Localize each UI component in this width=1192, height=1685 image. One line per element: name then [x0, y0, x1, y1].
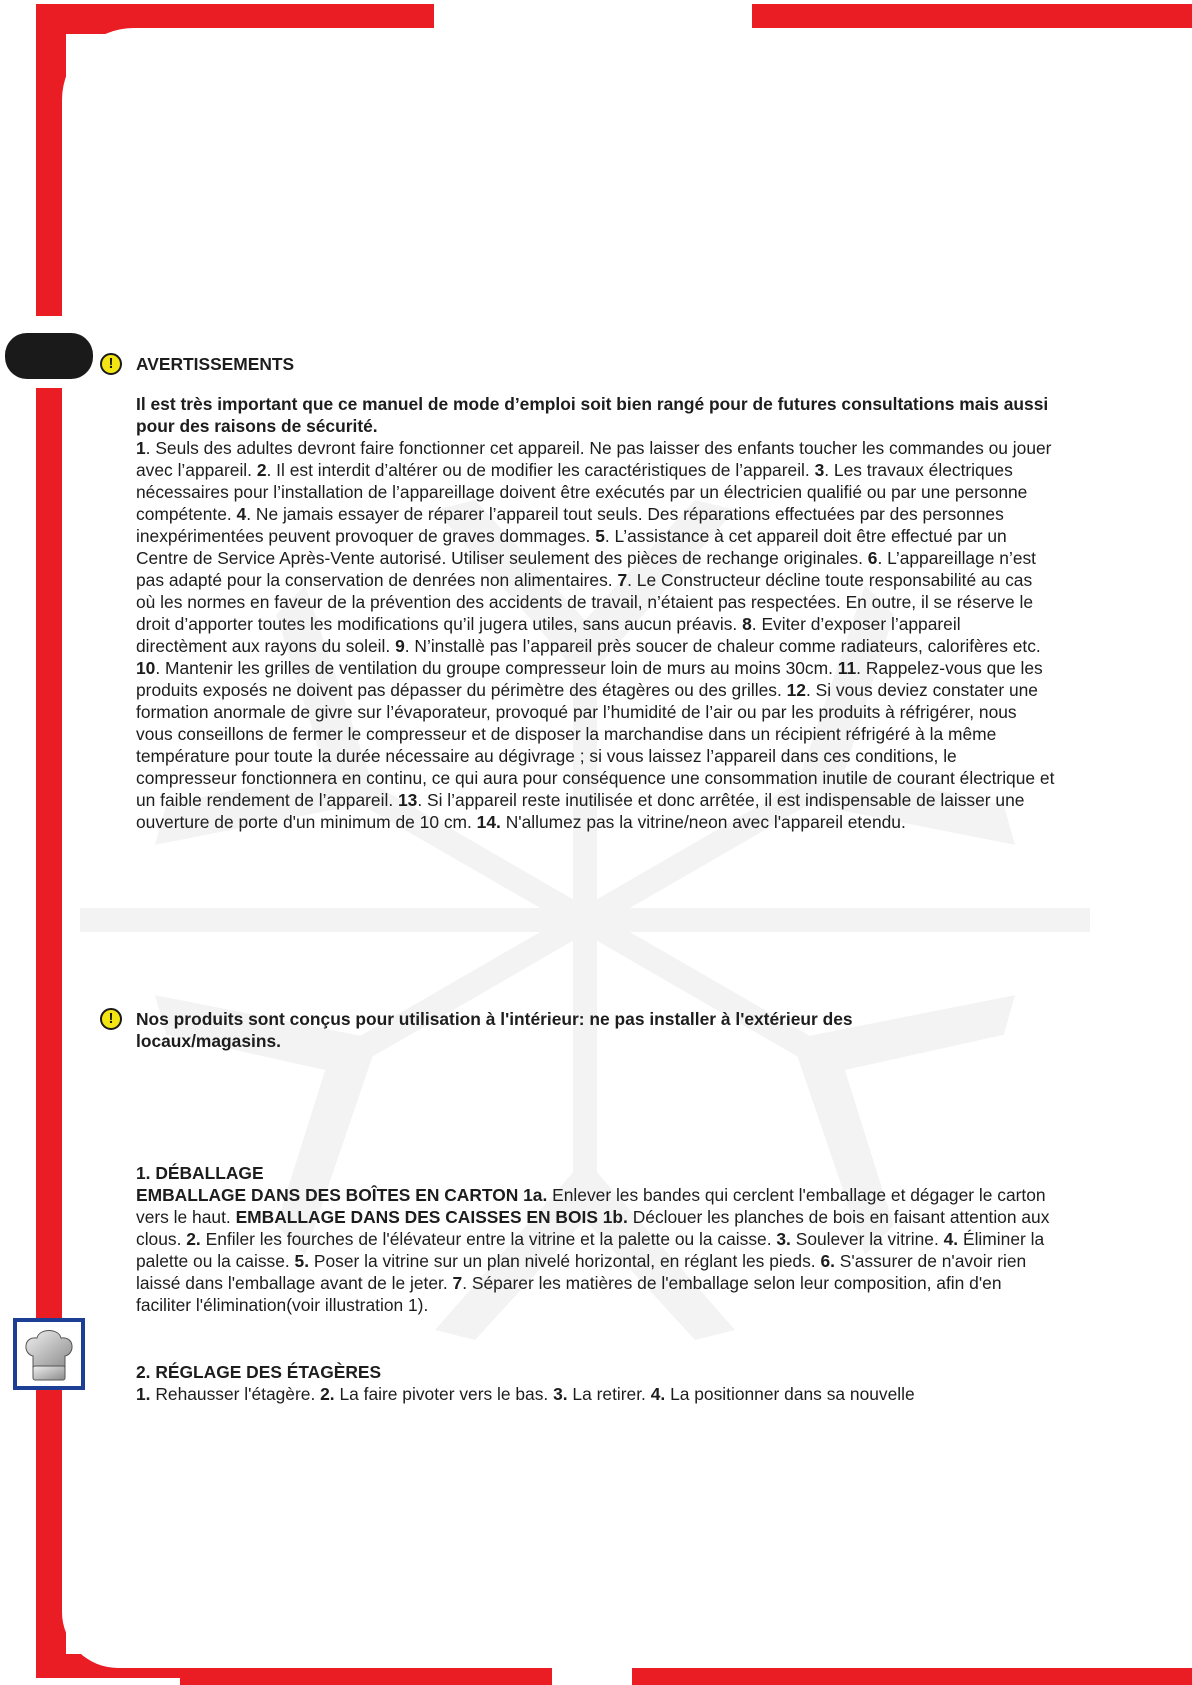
warning-item-text: . Rappelez-vous que les produits exposés ne doivent pas dépasser du périmètre des étagères ou des grilles.: [136, 658, 1043, 700]
warning-item-number: 4: [236, 504, 247, 524]
wood-text: Déclouer les planches de bois en faisant attention aux clous.: [136, 1207, 1050, 1249]
shelves-step-number: 1.: [136, 1384, 151, 1404]
shelves-step-number: 2.: [320, 1384, 335, 1404]
unpacking-section: [136, 1162, 1056, 1316]
warning-item-number: 5: [595, 526, 605, 546]
unpacking-step-number: 7: [452, 1273, 463, 1293]
unpacking-step-text: Soulever la vitrine.: [790, 1229, 944, 1249]
unpacking-step-number: 5.: [294, 1251, 310, 1271]
shelves-step-number: 4.: [650, 1384, 666, 1404]
warning-item-number: 2: [256, 460, 267, 480]
warning-item-text: . Mantenir les grilles de ventilation du groupe compresseur loin de murs au moins 30cm.: [155, 658, 838, 678]
unpacking-step-text: S'assurer de n'avoir rien laissé dans l'emballage avant de le jeter.: [136, 1251, 1027, 1293]
unpacking-step-text: Poser la vitrine sur un plan nivelé horizontal, en réglant les pieds.: [309, 1251, 821, 1271]
warning-item-number: 7: [617, 570, 628, 590]
unpacking-steps: [136, 1229, 1044, 1315]
warning-item-text: . Les travaux électriques nécessaires pour l’installation de l’appareillage doivent être exécutés par un électricien qualifié ou par une personne compétente.: [136, 460, 1028, 524]
warning-item-number: 1: [136, 438, 146, 458]
warning-item-text: . Seuls des adultes devront faire fonctionner cet appareil. Ne pas laisser des enfants toucher les commandes ou jouer avec l’appareil.: [136, 438, 1052, 480]
unpacking-step-number: 3.: [776, 1229, 791, 1249]
warning-item-text: . Si vous deviez constater une formation anormale de givre sur l’évaporateur, provoqué par l’humidité de l’air ou par les produits à réfrigérer, nous vous conseillons de fermer le compresseur et de disposer la marchandise dans un récipient réfrigéré à la même température pour toute la durée nécessaire au dégivrage ; si vous laissez l’appareil dans ces conditions, le compresseur fonctionnera en continu, ce qui aura pour conséquence une consommation inutile de courant électrique et un faible rendement de l’appareil.: [136, 680, 1055, 810]
warnings-body: [136, 393, 1056, 833]
warning-item-text: . Eviter d’exposer l’appareil directèment aux rayons du soleil.: [136, 614, 961, 656]
warning-exclamation-icon: !: [100, 1008, 122, 1030]
warning-exclamation-icon: !: [100, 353, 122, 375]
warning-item-number: 11: [837, 658, 857, 678]
warning-item-number: 8: [742, 614, 752, 634]
warnings-title: AVERTISSEMENTS: [136, 354, 295, 374]
shelves-section: [136, 1361, 1056, 1405]
shelves-step-number: 3.: [553, 1384, 568, 1404]
warning-item-text: N'allumez pas la vitrine/neon avec l'appareil etendu.: [500, 812, 906, 832]
shelves-step-text: La faire pivoter vers le bas.: [334, 1384, 554, 1404]
shelves-steps: [136, 1384, 915, 1404]
warning-item-number: 12: [786, 680, 806, 700]
wood-label: EMBALLAGE DANS DES CAISSES EN BOIS 1b.: [235, 1207, 628, 1227]
warning-item-number: 6: [867, 548, 878, 568]
warnings-items: [136, 438, 1054, 832]
shelves-step-text: Rehausser l'étagère.: [150, 1384, 321, 1404]
warning-item-text: . Ne jamais essayer de réparer l’appareil tout seuls. Des réparations effectuées par des personnes inexpérimentées peuvent provoquer de graves dommages.: [136, 504, 1004, 546]
footer-strip: [0, 1678, 180, 1685]
unpacking-step-text: Éliminer la palette ou la caisse.: [136, 1229, 1045, 1271]
unpacking-step-number: 4.: [943, 1229, 959, 1249]
carton-label: EMBALLAGE DANS DES BOÎTES EN CARTON 1a.: [136, 1185, 548, 1205]
chef-hat-graphic: [17, 1322, 81, 1386]
unpacking-step-number: 6.: [820, 1251, 835, 1271]
chef-hat-icon: [13, 1318, 85, 1390]
warning-item-number: 10: [136, 658, 156, 678]
indoor-notice: Nos produits sont conçus pour utilisation à l'intérieur: ne pas installer à l'extérieur des locaux/magasins.: [136, 1009, 853, 1051]
unpacking-step-text: . Séparer les matières de l'emballage selon leur composition, afin d'en faciliter l'élimination(voir illustration 1).: [136, 1273, 1002, 1315]
shelves-step-text: La retirer.: [567, 1384, 651, 1404]
unpacking-title: 1. DÉBALLAGE: [136, 1163, 264, 1183]
warning-item-text: . Le Constructeur décline toute responsabilité au cas où les normes en faveur de la prévention des accidents de travail, n’étaient pas respectées. En outre, il se réserve le droit d’apporter toutes les modifications qu’il jugera utiles, sans aucun préavis.: [136, 570, 1034, 634]
warning-item-text: . L’assistance à cet appareil doit être effectué par un Centre de Service Après-Vente autorisé. Utiliser seulement des pièces de rechange originales.: [136, 526, 1007, 568]
warning-item-text: . Si l’appareil reste inutilisée et donc arrêtée, il est indispensable de laisser une ouverture de porte d'un minimum de 10 cm.: [136, 790, 1025, 832]
shelves-title: 2. RÉGLAGE DES ÉTAGÈRES: [136, 1362, 382, 1382]
warning-item-number: 3: [814, 460, 825, 480]
warning-item-number: 13: [398, 790, 418, 810]
warning-item-text: . N’installè pas l’appareil près soucer de chaleur comme radiateurs, calorifères etc.: [404, 636, 1041, 656]
carton-text: Enlever les bandes qui cerclent l'emballage et dégager le carton vers le haut.: [136, 1185, 1046, 1227]
warning-item-number: 9: [395, 636, 405, 656]
shelves-step-text: La positionner dans sa nouvelle: [665, 1384, 915, 1404]
warnings-intro: Il est très important que ce manuel de mode d’emploi soit bien rangé pour de futures consultations mais aussi pour des raisons de sécurité.: [136, 394, 1049, 436]
warning-item-number: 14.: [476, 812, 501, 832]
unpacking-step-text: Enfiler les fourches de l'élévateur entre la vitrine et la palette ou la caisse.: [200, 1229, 777, 1249]
warning-item-text: . Il est interdit d’altérer ou de modifier les caractéristiques de l’appareil.: [266, 460, 815, 480]
unpacking-step-number: 2.: [186, 1229, 201, 1249]
warning-item-text: . L’appareillage n’est pas adapté pour la conservation de denrées non alimentaires.: [136, 548, 1037, 590]
